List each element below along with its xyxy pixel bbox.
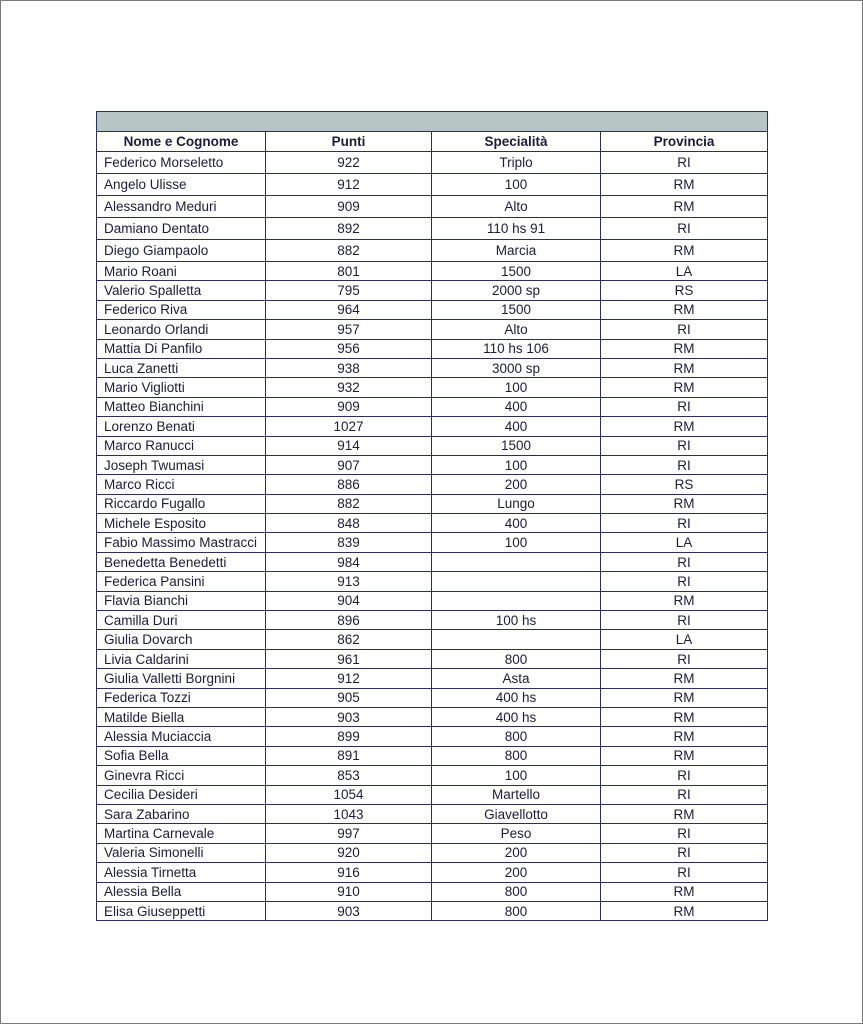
cell-name: Alessandro Meduri <box>97 196 266 218</box>
table-row <box>97 339 768 358</box>
cell-points: 956 <box>266 339 432 358</box>
cell-specialty: 200 <box>432 863 601 882</box>
cell-name: Sara Zabarino <box>97 804 266 823</box>
cell-province: RM <box>601 339 768 358</box>
cell-province: RM <box>601 707 768 726</box>
cell-name: Federico Morseletto <box>97 152 266 174</box>
cell-name: Mario Roani <box>97 262 266 281</box>
cell-province: RI <box>601 843 768 862</box>
table-row <box>97 417 768 436</box>
cell-name: Alessia Tirnetta <box>97 863 266 882</box>
cell-province: RI <box>601 455 768 474</box>
cell-name: Marco Ricci <box>97 475 266 494</box>
cell-province: RI <box>601 218 768 240</box>
cell-name: Elisa Giuseppetti <box>97 901 266 920</box>
cell-province: RM <box>601 378 768 397</box>
cell-name: Matteo Bianchini <box>97 397 266 416</box>
cell-specialty: 100 hs <box>432 611 601 630</box>
cell-province: RS <box>601 281 768 300</box>
cell-province: RI <box>601 649 768 668</box>
cell-specialty: 1500 <box>432 300 601 319</box>
cell-specialty: 1500 <box>432 262 601 281</box>
table-row <box>97 669 768 688</box>
cell-name: Benedetta Benedetti <box>97 552 266 571</box>
table-row <box>97 174 768 196</box>
cell-province: RM <box>601 727 768 746</box>
cell-province: RI <box>601 436 768 455</box>
cell-name: Flavia Bianchi <box>97 591 266 610</box>
table-row <box>97 262 768 281</box>
cell-specialty: 200 <box>432 475 601 494</box>
table-row <box>97 843 768 862</box>
table-row <box>97 455 768 474</box>
cell-province: RM <box>601 901 768 920</box>
cell-province: RI <box>601 397 768 416</box>
cell-province: RI <box>601 824 768 843</box>
cell-specialty: 800 <box>432 882 601 901</box>
cell-points: 848 <box>266 514 432 533</box>
cell-province: RM <box>601 196 768 218</box>
table-row <box>97 240 768 262</box>
table-row <box>97 436 768 455</box>
cell-name: Riccardo Fugallo <box>97 494 266 513</box>
table-row <box>97 514 768 533</box>
cell-specialty <box>432 572 601 591</box>
cell-name: Michele Esposito <box>97 514 266 533</box>
cell-specialty: 100 <box>432 533 601 552</box>
cell-province: RS <box>601 475 768 494</box>
cell-province: RI <box>601 152 768 174</box>
table-row <box>97 630 768 649</box>
cell-points: 938 <box>266 358 432 377</box>
cell-specialty: 3000 sp <box>432 358 601 377</box>
cell-points: 957 <box>266 320 432 339</box>
cell-points: 910 <box>266 882 432 901</box>
cell-points: 853 <box>266 766 432 785</box>
table-row <box>97 475 768 494</box>
cell-name: Lorenzo Benati <box>97 417 266 436</box>
cell-name: Giulia Valletti Borgnini <box>97 669 266 688</box>
table-row <box>97 746 768 765</box>
table-row <box>97 688 768 707</box>
cell-specialty: Alto <box>432 320 601 339</box>
cell-points: 997 <box>266 824 432 843</box>
cell-specialty: 800 <box>432 746 601 765</box>
table-row <box>97 397 768 416</box>
cell-name: Matilde Biella <box>97 707 266 726</box>
cell-name: Livia Caldarini <box>97 649 266 668</box>
athletes-table-container <box>96 111 767 921</box>
cell-specialty: 400 <box>432 417 601 436</box>
cell-name: Valeria Simonelli <box>97 843 266 862</box>
cell-points: 839 <box>266 533 432 552</box>
cell-province: RI <box>601 572 768 591</box>
cell-points: 892 <box>266 218 432 240</box>
cell-points: 922 <box>266 152 432 174</box>
table-row <box>97 591 768 610</box>
cell-name: Luca Zanetti <box>97 358 266 377</box>
cell-name: Mattia Di Panfilo <box>97 339 266 358</box>
cell-specialty: Lungo <box>432 494 601 513</box>
cell-specialty: Peso <box>432 824 601 843</box>
cell-specialty: 100 <box>432 378 601 397</box>
cell-province: RM <box>601 669 768 688</box>
cell-specialty: 800 <box>432 901 601 920</box>
cell-specialty: 800 <box>432 649 601 668</box>
cell-name: Cecilia Desideri <box>97 785 266 804</box>
cell-points: 886 <box>266 475 432 494</box>
table-row <box>97 649 768 668</box>
cell-province: RM <box>601 494 768 513</box>
table-row <box>97 572 768 591</box>
cell-points: 907 <box>266 455 432 474</box>
cell-province: RI <box>601 552 768 571</box>
cell-specialty: 2000 sp <box>432 281 601 300</box>
cell-province: RM <box>601 358 768 377</box>
cell-name: Leonardo Orlandi <box>97 320 266 339</box>
cell-points: 932 <box>266 378 432 397</box>
cell-specialty: 100 <box>432 766 601 785</box>
cell-province: RI <box>601 766 768 785</box>
cell-points: 904 <box>266 591 432 610</box>
table-row <box>97 785 768 804</box>
table-row <box>97 218 768 240</box>
cell-points: 916 <box>266 863 432 882</box>
cell-specialty: 400 <box>432 514 601 533</box>
cell-specialty <box>432 591 601 610</box>
cell-points: 882 <box>266 494 432 513</box>
athletes-table <box>96 111 768 921</box>
table-row <box>97 727 768 746</box>
cell-specialty: 400 hs <box>432 688 601 707</box>
cell-specialty: 400 hs <box>432 707 601 726</box>
cell-points: 1027 <box>266 417 432 436</box>
header-name: Nome e Cognome <box>97 132 266 152</box>
cell-specialty: 110 hs 106 <box>432 339 601 358</box>
cell-points: 891 <box>266 746 432 765</box>
cell-name: Valerio Spalletta <box>97 281 266 300</box>
cell-points: 1043 <box>266 804 432 823</box>
cell-province: RM <box>601 591 768 610</box>
table-row <box>97 281 768 300</box>
cell-points: 913 <box>266 572 432 591</box>
table-row <box>97 824 768 843</box>
header-specialty: Specialità <box>432 132 601 152</box>
table-header-row <box>97 132 768 152</box>
cell-points: 801 <box>266 262 432 281</box>
cell-specialty: Marcia <box>432 240 601 262</box>
cell-points: 912 <box>266 174 432 196</box>
cell-name: Camilla Duri <box>97 611 266 630</box>
cell-province: RI <box>601 514 768 533</box>
cell-points: 964 <box>266 300 432 319</box>
cell-specialty <box>432 630 601 649</box>
table-row <box>97 804 768 823</box>
table-row <box>97 766 768 785</box>
cell-points: 862 <box>266 630 432 649</box>
cell-name: Joseph Twumasi <box>97 455 266 474</box>
cell-province: RM <box>601 882 768 901</box>
cell-points: 914 <box>266 436 432 455</box>
cell-specialty: 400 <box>432 397 601 416</box>
cell-name: Damiano Dentato <box>97 218 266 240</box>
cell-specialty: 110 hs 91 <box>432 218 601 240</box>
cell-specialty: Martello <box>432 785 601 804</box>
title-band-cell <box>97 112 768 132</box>
cell-specialty: Asta <box>432 669 601 688</box>
cell-specialty: Alto <box>432 196 601 218</box>
cell-province: RM <box>601 417 768 436</box>
cell-points: 909 <box>266 397 432 416</box>
cell-specialty: 100 <box>432 174 601 196</box>
header-province: Provincia <box>601 132 768 152</box>
table-row <box>97 196 768 218</box>
header-points: Punti <box>266 132 432 152</box>
table-row <box>97 494 768 513</box>
cell-points: 882 <box>266 240 432 262</box>
cell-name: Federica Pansini <box>97 572 266 591</box>
cell-specialty: 200 <box>432 843 601 862</box>
cell-specialty: Giavellotto <box>432 804 601 823</box>
cell-province: RM <box>601 300 768 319</box>
cell-province: RM <box>601 688 768 707</box>
cell-points: 912 <box>266 669 432 688</box>
cell-province: LA <box>601 630 768 649</box>
table-row <box>97 300 768 319</box>
cell-name: Marco Ranucci <box>97 436 266 455</box>
cell-points: 961 <box>266 649 432 668</box>
cell-name: Diego Giampaolo <box>97 240 266 262</box>
cell-province: RI <box>601 611 768 630</box>
table-row <box>97 320 768 339</box>
cell-points: 984 <box>266 552 432 571</box>
table-row <box>97 863 768 882</box>
cell-specialty: 100 <box>432 455 601 474</box>
cell-name: Angelo Ulisse <box>97 174 266 196</box>
cell-province: LA <box>601 533 768 552</box>
cell-points: 905 <box>266 688 432 707</box>
cell-name: Alessia Bella <box>97 882 266 901</box>
cell-name: Alessia Muciaccia <box>97 727 266 746</box>
cell-specialty: 1500 <box>432 436 601 455</box>
cell-name: Martina Carnevale <box>97 824 266 843</box>
table-row <box>97 152 768 174</box>
table-row <box>97 707 768 726</box>
table-row <box>97 552 768 571</box>
cell-province: RM <box>601 746 768 765</box>
table-row <box>97 901 768 920</box>
table-row <box>97 378 768 397</box>
cell-province: RI <box>601 863 768 882</box>
cell-name: Fabio Massimo Mastracci <box>97 533 266 552</box>
cell-points: 899 <box>266 727 432 746</box>
cell-province: LA <box>601 262 768 281</box>
table-body <box>97 152 768 921</box>
table-row <box>97 882 768 901</box>
cell-name: Giulia Dovarch <box>97 630 266 649</box>
cell-specialty <box>432 552 601 571</box>
cell-points: 1054 <box>266 785 432 804</box>
cell-name: Federico Riva <box>97 300 266 319</box>
cell-points: 896 <box>266 611 432 630</box>
cell-name: Ginevra Ricci <box>97 766 266 785</box>
cell-specialty: 800 <box>432 727 601 746</box>
cell-points: 909 <box>266 196 432 218</box>
cell-name: Sofia Bella <box>97 746 266 765</box>
cell-province: RM <box>601 804 768 823</box>
cell-specialty: Triplo <box>432 152 601 174</box>
cell-points: 920 <box>266 843 432 862</box>
cell-province: RI <box>601 320 768 339</box>
table-title-band <box>97 112 768 132</box>
cell-name: Mario Vigliotti <box>97 378 266 397</box>
cell-province: RI <box>601 785 768 804</box>
cell-points: 903 <box>266 901 432 920</box>
cell-points: 903 <box>266 707 432 726</box>
cell-name: Federica Tozzi <box>97 688 266 707</box>
table-row <box>97 533 768 552</box>
table-row <box>97 358 768 377</box>
cell-points: 795 <box>266 281 432 300</box>
table-row <box>97 611 768 630</box>
cell-province: RM <box>601 240 768 262</box>
cell-province: RM <box>601 174 768 196</box>
